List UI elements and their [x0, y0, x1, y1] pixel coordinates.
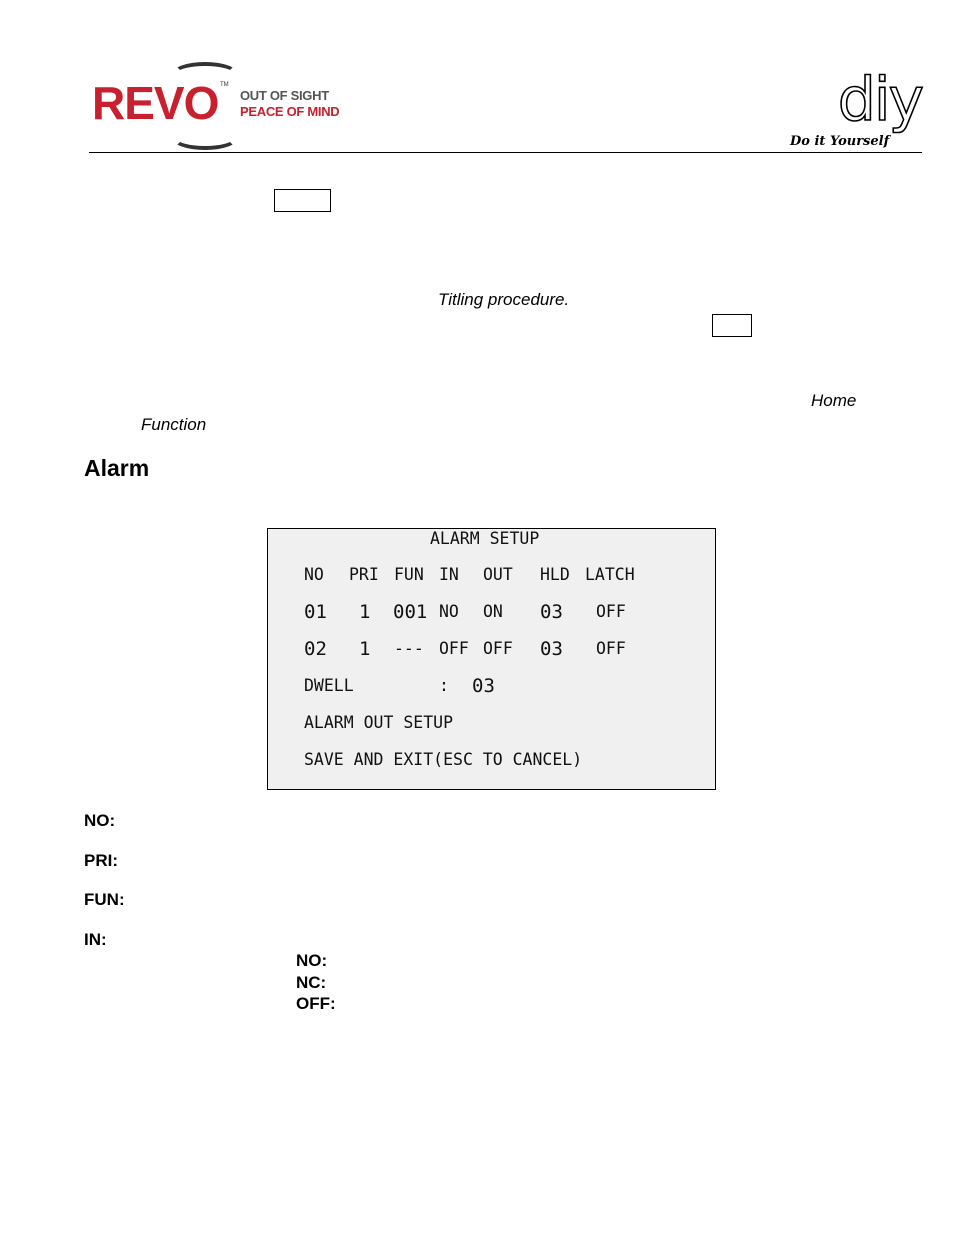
logo-arc-bottom-icon	[172, 126, 238, 150]
revo-logo-wordmark: REVO	[92, 77, 219, 129]
home-function-ref: Home	[811, 391, 857, 410]
alarm-row-1-out[interactable]: ON	[483, 602, 503, 621]
button-reference-box	[274, 189, 331, 212]
titling-procedure-ref: Titling procedure.	[438, 290, 570, 309]
alarm-setup-title: ALARM SETUP	[430, 529, 540, 548]
term-fun: FUN:	[84, 890, 125, 909]
term-in-option-nc: NC:	[296, 973, 327, 992]
alarm-row-1-fun[interactable]: 001	[393, 601, 428, 623]
diy-logo-wordmark: diy	[837, 65, 922, 135]
alarm-row-2-fun[interactable]: ---	[394, 639, 424, 658]
revo-trademark: TM	[220, 82, 229, 88]
column-header-no: NO	[304, 565, 324, 584]
save-and-exit-item[interactable]: SAVE AND EXIT(ESC TO CANCEL)	[304, 750, 583, 769]
term-pri: PRI:	[84, 851, 118, 870]
diy-logo-tagline: Do it Yourself	[790, 134, 890, 149]
alarm-row-1-hld[interactable]: 03	[540, 601, 563, 623]
home-function-ref-continued: Function	[141, 415, 207, 434]
alarm-setup-screen	[267, 528, 716, 790]
alarm-row-1-pri[interactable]: 1	[359, 601, 371, 623]
revo-tagline-line2: PEACE OF MIND	[240, 104, 340, 119]
term-in-option-no: NO:	[296, 951, 328, 970]
alarm-row-1-in[interactable]: NO	[439, 602, 459, 621]
term-in: IN:	[84, 930, 107, 949]
section-heading-alarm: Alarm	[84, 455, 150, 481]
alarm-out-setup-item[interactable]: ALARM OUT SETUP	[304, 713, 454, 732]
column-header-pri: PRI	[349, 565, 379, 584]
column-header-out: OUT	[483, 565, 513, 584]
alarm-row-2-in[interactable]: OFF	[439, 639, 469, 658]
term-in-option-off: OFF:	[296, 994, 336, 1013]
alarm-row-1-latch[interactable]: OFF	[596, 602, 626, 621]
alarm-row-2-pri[interactable]: 1	[359, 638, 371, 660]
diy-logo	[786, 65, 926, 154]
alarm-row-2-no[interactable]: 02	[304, 638, 327, 660]
revo-logo	[92, 60, 352, 150]
alarm-row-2-hld[interactable]: 03	[540, 638, 563, 660]
term-no: NO:	[84, 811, 116, 830]
column-header-latch: LATCH	[585, 565, 635, 584]
header-divider	[89, 152, 922, 153]
button-reference-box	[712, 314, 752, 337]
dwell-separator: :	[439, 676, 449, 695]
alarm-row-1-no[interactable]: 01	[304, 601, 327, 623]
column-header-hld: HLD	[540, 565, 570, 584]
dwell-label: DWELL	[304, 676, 354, 695]
alarm-row-2-out[interactable]: OFF	[483, 639, 513, 658]
column-header-in: IN	[439, 565, 459, 584]
column-header-fun: FUN	[394, 565, 424, 584]
alarm-row-2-latch[interactable]: OFF	[596, 639, 626, 658]
revo-tagline-line1: OUT OF SIGHT	[240, 88, 329, 103]
dwell-value[interactable]: 03	[472, 675, 495, 697]
